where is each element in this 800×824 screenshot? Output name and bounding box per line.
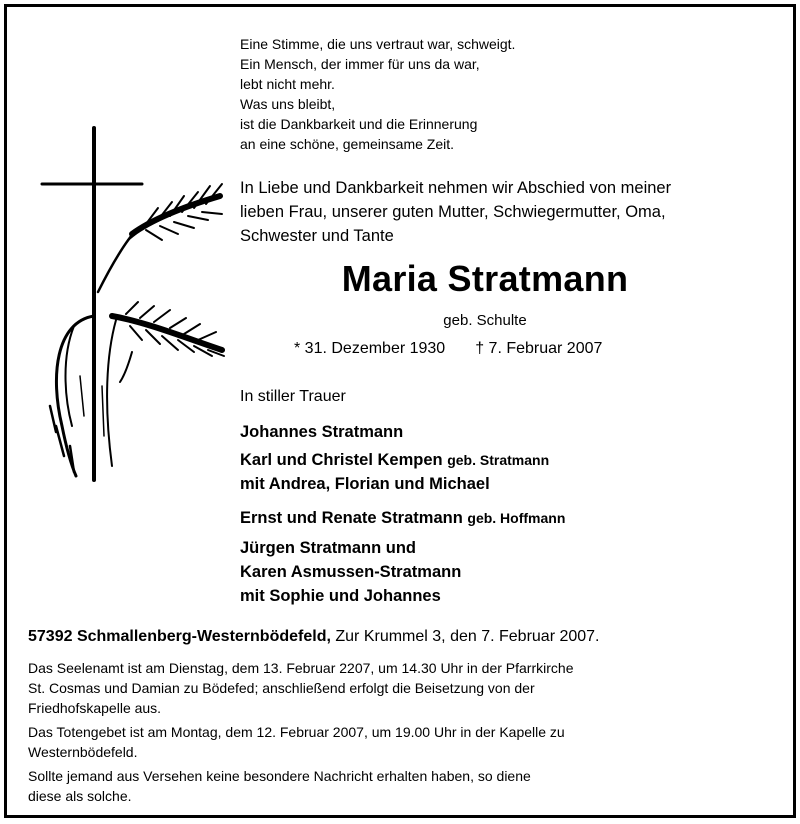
notice-seelenamt: [28, 658, 573, 718]
poem-line: Was uns bleibt,: [240, 96, 336, 112]
family-name: Karen Asmussen-Stratmann: [240, 563, 462, 581]
deceased-name: Maria Stratmann: [341, 258, 629, 299]
birth-name: geb. Schulte: [443, 312, 527, 329]
notice-line: Friedhofskapelle aus.: [28, 700, 162, 716]
family-name: Karl und Christel Kempen: [240, 451, 443, 469]
family-geb: geb. Stratmann: [447, 452, 550, 468]
notice-line: Das Totengebet ist am Montag, dem 12. Februar 2007, um 19.00 Uhr in der Kapelle zu: [28, 724, 565, 740]
notice-line: St. Cosmas und Damian zu Bödefed; anschließend erfolgt die Beisetzung von der: [28, 680, 535, 696]
notice-totengebet: [28, 722, 565, 762]
address-rest: Zur Krummel 3, den 7. Februar 2007.: [335, 628, 600, 645]
family-name: Johannes Stratmann: [240, 423, 404, 441]
family-entry: [240, 536, 461, 608]
intro-text: [240, 176, 671, 248]
family-entry: [240, 448, 549, 496]
family-entry: [240, 420, 403, 444]
family-name: Jürgen Stratmann und: [240, 539, 417, 557]
notice-line: Das Seelenamt ist am Dienstag, dem 13. Februar 2207, um 14.30 Uhr in der Pfarrkirche: [28, 660, 574, 676]
poem-line: an eine schöne, gemeinsame Zeit.: [240, 136, 455, 152]
poem-line: ist die Dankbarkeit und die Erinnerung: [240, 116, 478, 132]
address-line: [28, 628, 600, 646]
cross-with-wheat-icon: [36, 126, 236, 486]
family-entry: [240, 506, 565, 530]
poem-line: lebt nicht mehr.: [240, 76, 335, 92]
family-children: mit Sophie und Johannes: [240, 587, 441, 605]
family-name: Ernst und Renate Stratmann: [240, 509, 463, 527]
address-city: 57392 Schmallenberg-Westernbödefeld,: [28, 628, 331, 645]
notice-line: Westernbödefeld.: [28, 744, 138, 760]
poem: [240, 34, 515, 154]
death-date: † 7. Februar 2007: [475, 340, 603, 357]
intro-line: In Liebe und Dankbarkeit nehmen wir Abschied von meiner: [240, 179, 672, 197]
notice-line: Sollte jemand aus Versehen keine besondere Nachricht erhalten haben, so diene: [28, 768, 531, 784]
intro-line: Schwester und Tante: [240, 227, 394, 245]
poem-line: Ein Mensch, der immer für uns da war,: [240, 56, 480, 72]
life-dates: [294, 340, 602, 358]
notice-line: diese als solche.: [28, 788, 132, 804]
birth-date: * 31. Dezember 1930: [294, 340, 446, 357]
notice-nachricht: [28, 766, 531, 806]
family-children: mit Andrea, Florian und Michael: [240, 475, 490, 493]
mourning-label: In stiller Trauer: [240, 388, 346, 405]
family-geb: geb. Hoffmann: [467, 510, 566, 526]
intro-line: lieben Frau, unserer guten Mutter, Schwiegermutter, Oma,: [240, 203, 666, 221]
poem-line: Eine Stimme, die uns vertraut war, schweigt.: [240, 36, 516, 52]
